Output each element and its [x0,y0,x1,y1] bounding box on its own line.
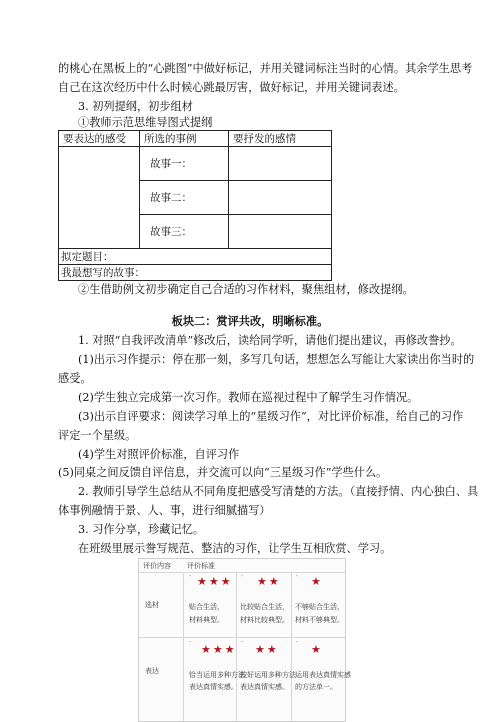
table-title-row: 拟定题目： [59,249,332,265]
eval-cell-text: 材料典型。 [189,616,224,624]
star-rating-two: ★★ [257,575,281,588]
paragraph-line: 自己在这次经历中什么时候心跳最厉害，做好标记，并用关键词表述。 [58,81,405,94]
table-cell [59,147,140,249]
eval-cell-text: 运用表达真情实感 [295,671,351,679]
quote-mark: ″ [296,641,299,648]
table-header: 要抒发的感情 [229,131,332,147]
paragraph-line: (3)出示自评要求：阅读学习单上的“星级习作”，对比评价标准，给自己的习作 [78,410,464,423]
eval-cell-text: 不够贴合生活， [295,603,344,611]
paragraph-line: (4)学生对照评价标准，自评习作 [78,448,240,461]
eval-row-label: 表达 [145,667,159,675]
quote-mark: ″ [296,575,299,582]
eval-divider [291,572,292,721]
paragraph-line: 在班级里展示誊写规范、整洁的习作，让学生互相欣赏、学习。 [78,542,392,555]
table-header: 要表达的感受 [59,131,140,147]
eval-divider [139,637,345,638]
quote-mark: ″ [189,575,192,582]
paragraph-line: (2)学生独立完成第一次习作。教师在巡视过程中了解学生习作情况。 [78,391,419,404]
eval-cell-text: 恰当运用多种方法 [189,671,245,679]
table-cell: 故事三： [140,215,229,249]
eval-cell-text: 材料比较典型。 [240,616,289,624]
step-subheading: ①教师示范思维导图式提纲 [78,116,213,129]
table-story-row: 我最想写的故事： [59,265,332,281]
eval-divider [183,572,184,721]
paragraph-line: 体事例融情于景、人、事，进行细腻描写） [58,504,271,517]
eval-cell-text: 表达真情实感。 [189,683,238,691]
paragraph-line: (5)同桌之间反馈自评信息，并交流可以向“三星级习作”学些什么。 [58,466,388,479]
step-heading: 3. 初列提纲，初步组材 [78,100,193,113]
star-rating-one: ★ [311,575,323,588]
paragraph-line: 2. 教师引导学生总结从不同角度把感受写清楚的方法。（直接抒情、内心独白、具 [78,485,479,498]
eval-cell-text: 的方法单一。 [295,683,337,691]
star-rating-three: ★★★ [201,643,237,656]
paragraph-line: ②生借助例文初步确定自己合适的习作材料，聚焦组材，修改提纲。 [78,283,414,296]
star-rating-one: ★ [311,643,323,656]
paragraph-line: 评定一个星级。 [58,429,137,442]
evaluation-criteria-image [138,558,351,722]
star-rating-two: ★★ [255,643,279,656]
table-cell [229,147,332,181]
section-title: 板块二：赏评共改，明晰标准。 [171,314,329,328]
paragraph-line: 3. 习作分享，珍藏记忆。 [78,523,205,536]
quote-mark: ″ [189,641,192,648]
paragraph-line: 的桃心在黑板上的“心跳图”中做好标记，并用关键词标注当时的心情。其余学生思考 [58,62,473,75]
paragraph-line: 1. 对照“自我评改清单”修改后，读给同学听，请他们提出建议，再修改誊抄。 [78,334,462,347]
table-cell [229,215,332,249]
paragraph-line: 感受。 [58,372,92,385]
table-cell [229,181,332,215]
table-cell: 故事一： [140,147,229,181]
outline-table [58,130,332,281]
eval-cell-text: 贴合生活， [189,603,224,611]
quote-mark: ″ [241,641,244,648]
eval-header-standard: 评价标准 [187,562,215,570]
quote-mark: ″ [241,575,244,582]
eval-cell-text: 材料不够典型。 [295,616,344,624]
table-header: 所选的事例 [140,131,229,147]
eval-cell-text: 较好运用多种方法 [240,671,296,679]
star-rating-three: ★★★ [197,575,233,588]
eval-header-content: 评价内容 [143,562,171,570]
paragraph-line: (1)出示习作提示：停在那一刻，多写几句话，想想怎么写能让大家读出你当时的 [78,353,475,366]
eval-cell-text: 比较贴合生活， [240,603,289,611]
eval-divider [139,572,345,573]
table-cell: 故事二： [140,181,229,215]
eval-row-label: 选材 [145,601,159,609]
eval-cell-text: 表达真情实感。 [240,683,289,691]
